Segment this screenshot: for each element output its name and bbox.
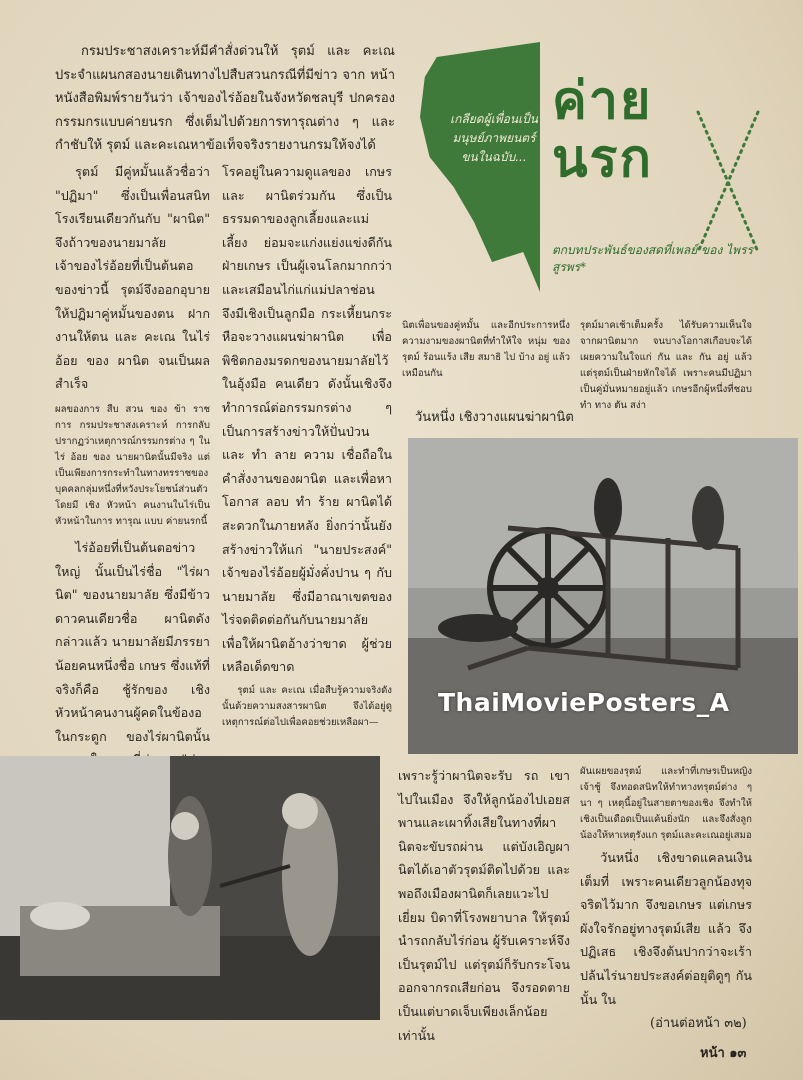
title-subtitle: ตกบทประพันธ์ของสดที่เพลย์ ของ ไพรร สูรพร* [552,243,753,274]
column-2-small-paragraph: รุตม์ และ คะเณ เมื่อสืบรู้ความจริงดังนั้นด้วยความสงสารผานิต จึงได้อยู่ดูเหตุการณ์ต่อไปเพื่อคอยช่วยเหลือผา— [222,685,392,729]
page-number: หน้า ๑๓ [700,1046,747,1061]
column-3-small-paragraph: นิตเพื่อนของคู่หมั้น และอีกประการหนึ่ง ความงามของผานิตที่ทำให้ใจ หนุ่ม ของ รุตม์ ร้อนแร้ง เสีย สมาธิ ไป บ้าง อยู่ แล้ว เหมือนกัน [402,320,570,379]
dotted-lines-decoration [688,102,768,262]
column-4-small-paragraph: รุตม์มาคเช้าเต็มครั้ง ได้รับความเห็นใจจากผานิตมาก จนบางโอกาสเกือบจะได้เผยความในใจแก่ กัน และ กัน อยู่ แล้ว แต่รุตม์เป็นฝ่ายหักใจได้ เพราะคนมีปฏิมาเป็นคู่มั่นหมายอยู่แล้ว เกษรอีกผู้หนึ่งที่ชอบทำ ทาง ตัน สง่า [580,320,752,411]
photo-caption: วันหนึ่ง เชิงวางแผนฆ่าผานิต [415,410,574,425]
green-map-shape [420,42,540,292]
watermark: ThaiMoviePosters_A [438,688,730,717]
intro-paragraph: กรมประชาสงเคราะห์มีคำสั่งด่วนให้ รุตม์ และ คะเณ ประจำแผนกสองนายเดินทางไปสืบสวนกรณีที่มีข่าว จาก หน้าหนังสือพิมพ์รายวันว่า เจ้าของไร่อ้อยในจังหวัดชลบุรี ปกครองกรรมกรแบบค่ายนรก ซึ่งเต็มไปด้วยการทารุณต่าง ๆ และกำชับให้ รุตม์ และคะเณหาข้อเท็จจริงรายงานกรมให้จงได้ [55,44,395,154]
film-still-interior-photo [0,756,380,1020]
column-2-paragraph: โรคอยู่ในความดูแลของ เกษร และ ผานิตร่วมกัน ซึ่งเป็นธรรมดาของลูกเลี้ยงและแม่เลี้ยง ย่อมจะแก่งแย่งแข่งดีกัน ฝ่ายเกษร เป็นผู้เจนโลกมากกว่า และเสมือนไก่แก่แม่ปลาช่อน จึงมีเชิงเป็นลูกมือ กระเหี้ยนกระหือจะวางแผนฆ่าผานิต เพื่อพิชิตกองมรดกของนายมาลัยไว้ในอุ้งมือ คนเดียว ดังนั้นเชิงจึงทำการณ์ต่อกรรมกรต่าง ๆ เป็นการสร้างข่าวให้ปั่นป่วนและ ทำ ลาย ความ เชื่อถือในคำสั่งงานของผานิต และเพื่อหาโอกาส ลอบ ทำ ร้าย ผานิตได้สะดวกในภายหลัง ยิ่งกว่านั้นยังสร้างข่าวให้แก่ "นายประสงค์" เจ้าของไร่อ้อยผู้มั่งคั่งปาน ๆ กับนายมาลัย ซึ่งมีอาณาเขตของไร่จดติดต่อกันกับนายมาลัย เพื่อให้ผานิตอ้างว่าขาด ผู้ช่วย เหลือเด็ดขาด [222,164,392,675]
continued-note: (อ่านต่อหน้า ๓๒) [650,1016,747,1031]
column-2 [222,160,392,733]
column-6-paragraph: วันหนึ่ง เชิงขาดแคลนเงินเต็มที่ เพราะคนเดียวลูกน้องทุจจริตไว้มาก จึงขอเกษร แต่เกษรผังใจรักอยู่ทางรุตม์เสีย แล้ว จึง ปฏิเสธ เชิงจึงต้นปากว่าจะเร้าปล้นไร่นายประสงค์ต่อยุติดูๆ กันนั้น ใน [580,850,752,1007]
title-graphic [420,42,765,304]
column-5 [398,764,570,1049]
column-1-small-paragraph: ผลของการ สืบ สวน ของ ข้า ราช การ กรมประชาสงเคราะห์ การกลับปรากฏว่าเหตุการณ์กรรมกรต่าง ๆ ในไร่ อ้อย ของ นายผานิตนั้นมีจริง แต่เป็นเพียงการกระทำในทางทรราชของบุคคลกลุ่มหนึ่งที่หวังประโยชน์ส่วนตัว โดยมี เชิง หัวหน้า คนงานในไร่เป็นหัวหน้าในการ ทารุณ แบบ ค่ายนรกนี้ [55,403,210,527]
column-5-paragraph: เพราะรู้ว่าผานิตจะรับ รถ เขา ไปในเมือง จึงให้ลูกน้องไปเอยสพานและเผาทิ้งเสียในทางที่ผานิตจะขับรถผ่าน แต่บังเอิญผานิตได้เอาตัวรุตม์ติดไปด้วย และพอถึงเมืองผานิตก็เลยแวะไป เยี่ยม บิดาที่โรงพยาบาล ให้รุตม์นำรถกลับไร่ก่อน ผู้รับเคราะห์จึงเป็นรุตม์ไป แต่รุตม์ก็รับกระโจนออกจากรถเสียก่อน จึงรอดตาย เป็นแต่บาดเจ็บเพียงเล็กน้อยเท่านั้น [398,768,570,1043]
column-6 [580,764,752,1013]
column-6-small-paragraph: ผันเผยของรุตม์ และทำที่เกษรเป็นหญิงเจ้าชู้ จึงทอดสนิทให้ทำทางทรุตม์ต่าง ๆ นา ๆ เหตุนี้อยู่ในสายตาของเชิง จึงทำให้เชิงเป็นเดือดเป็นแค้นยิ่งนัก และจึงสั่งลูกน้องให้หาเหตุรังแก รุตม์และคะเณอยู่เสมอ [580,766,752,841]
column-1 [55,160,210,821]
column-1-paragraph-b: ไร่อ้อยที่เป็นต้นตอข่าว ใหญ่ นั้นเป็นไร่ชื่อ "ไร่ผานิต" ของนายมาลัย ซึ่งมีข้าวดาวคนเดียวชื่อ ผานิตดังกล่าวแล้ว นายมาลัยมีภรรยาน้อยคนหนึ่งชื่อ เกษร ซึ่งแท้ที่จริงก็คือ ชู้รักของ เชิง หัวหน้าคนงานผู้คดในข้องอในกระดูก ของไร่ผานิตนั้น [55,539,210,744]
main-title: ค่ายนรก [552,71,653,189]
column-1-paragraph: รุตม์ มีคู่หมั้นแล้วชื่อว่า "ปฏิมา" ซึ่งเป็นเพื่อนสนิทโรงเรียนเดียวกันกับ "ผานิต" จึงถ้าวของนายมาลัย เจ้าของไร่อ้อยที่เป็นต้นตอของข่าวนี้ รุตม์จึงออกอุบายให้ปฏิมาคู่หมั้นของตน ฝากงานให้ตน และ คะเณ ในไร่อ้อย ของ ผานิต จนเป็นผลสำเร็จ [55,164,210,392]
interior-scene-image [0,756,380,1020]
green-tagline: เกลียดผู้เพื่อนเป็นมนุษย์ภาพยนตร์ขนในฉบับ... [450,112,538,164]
